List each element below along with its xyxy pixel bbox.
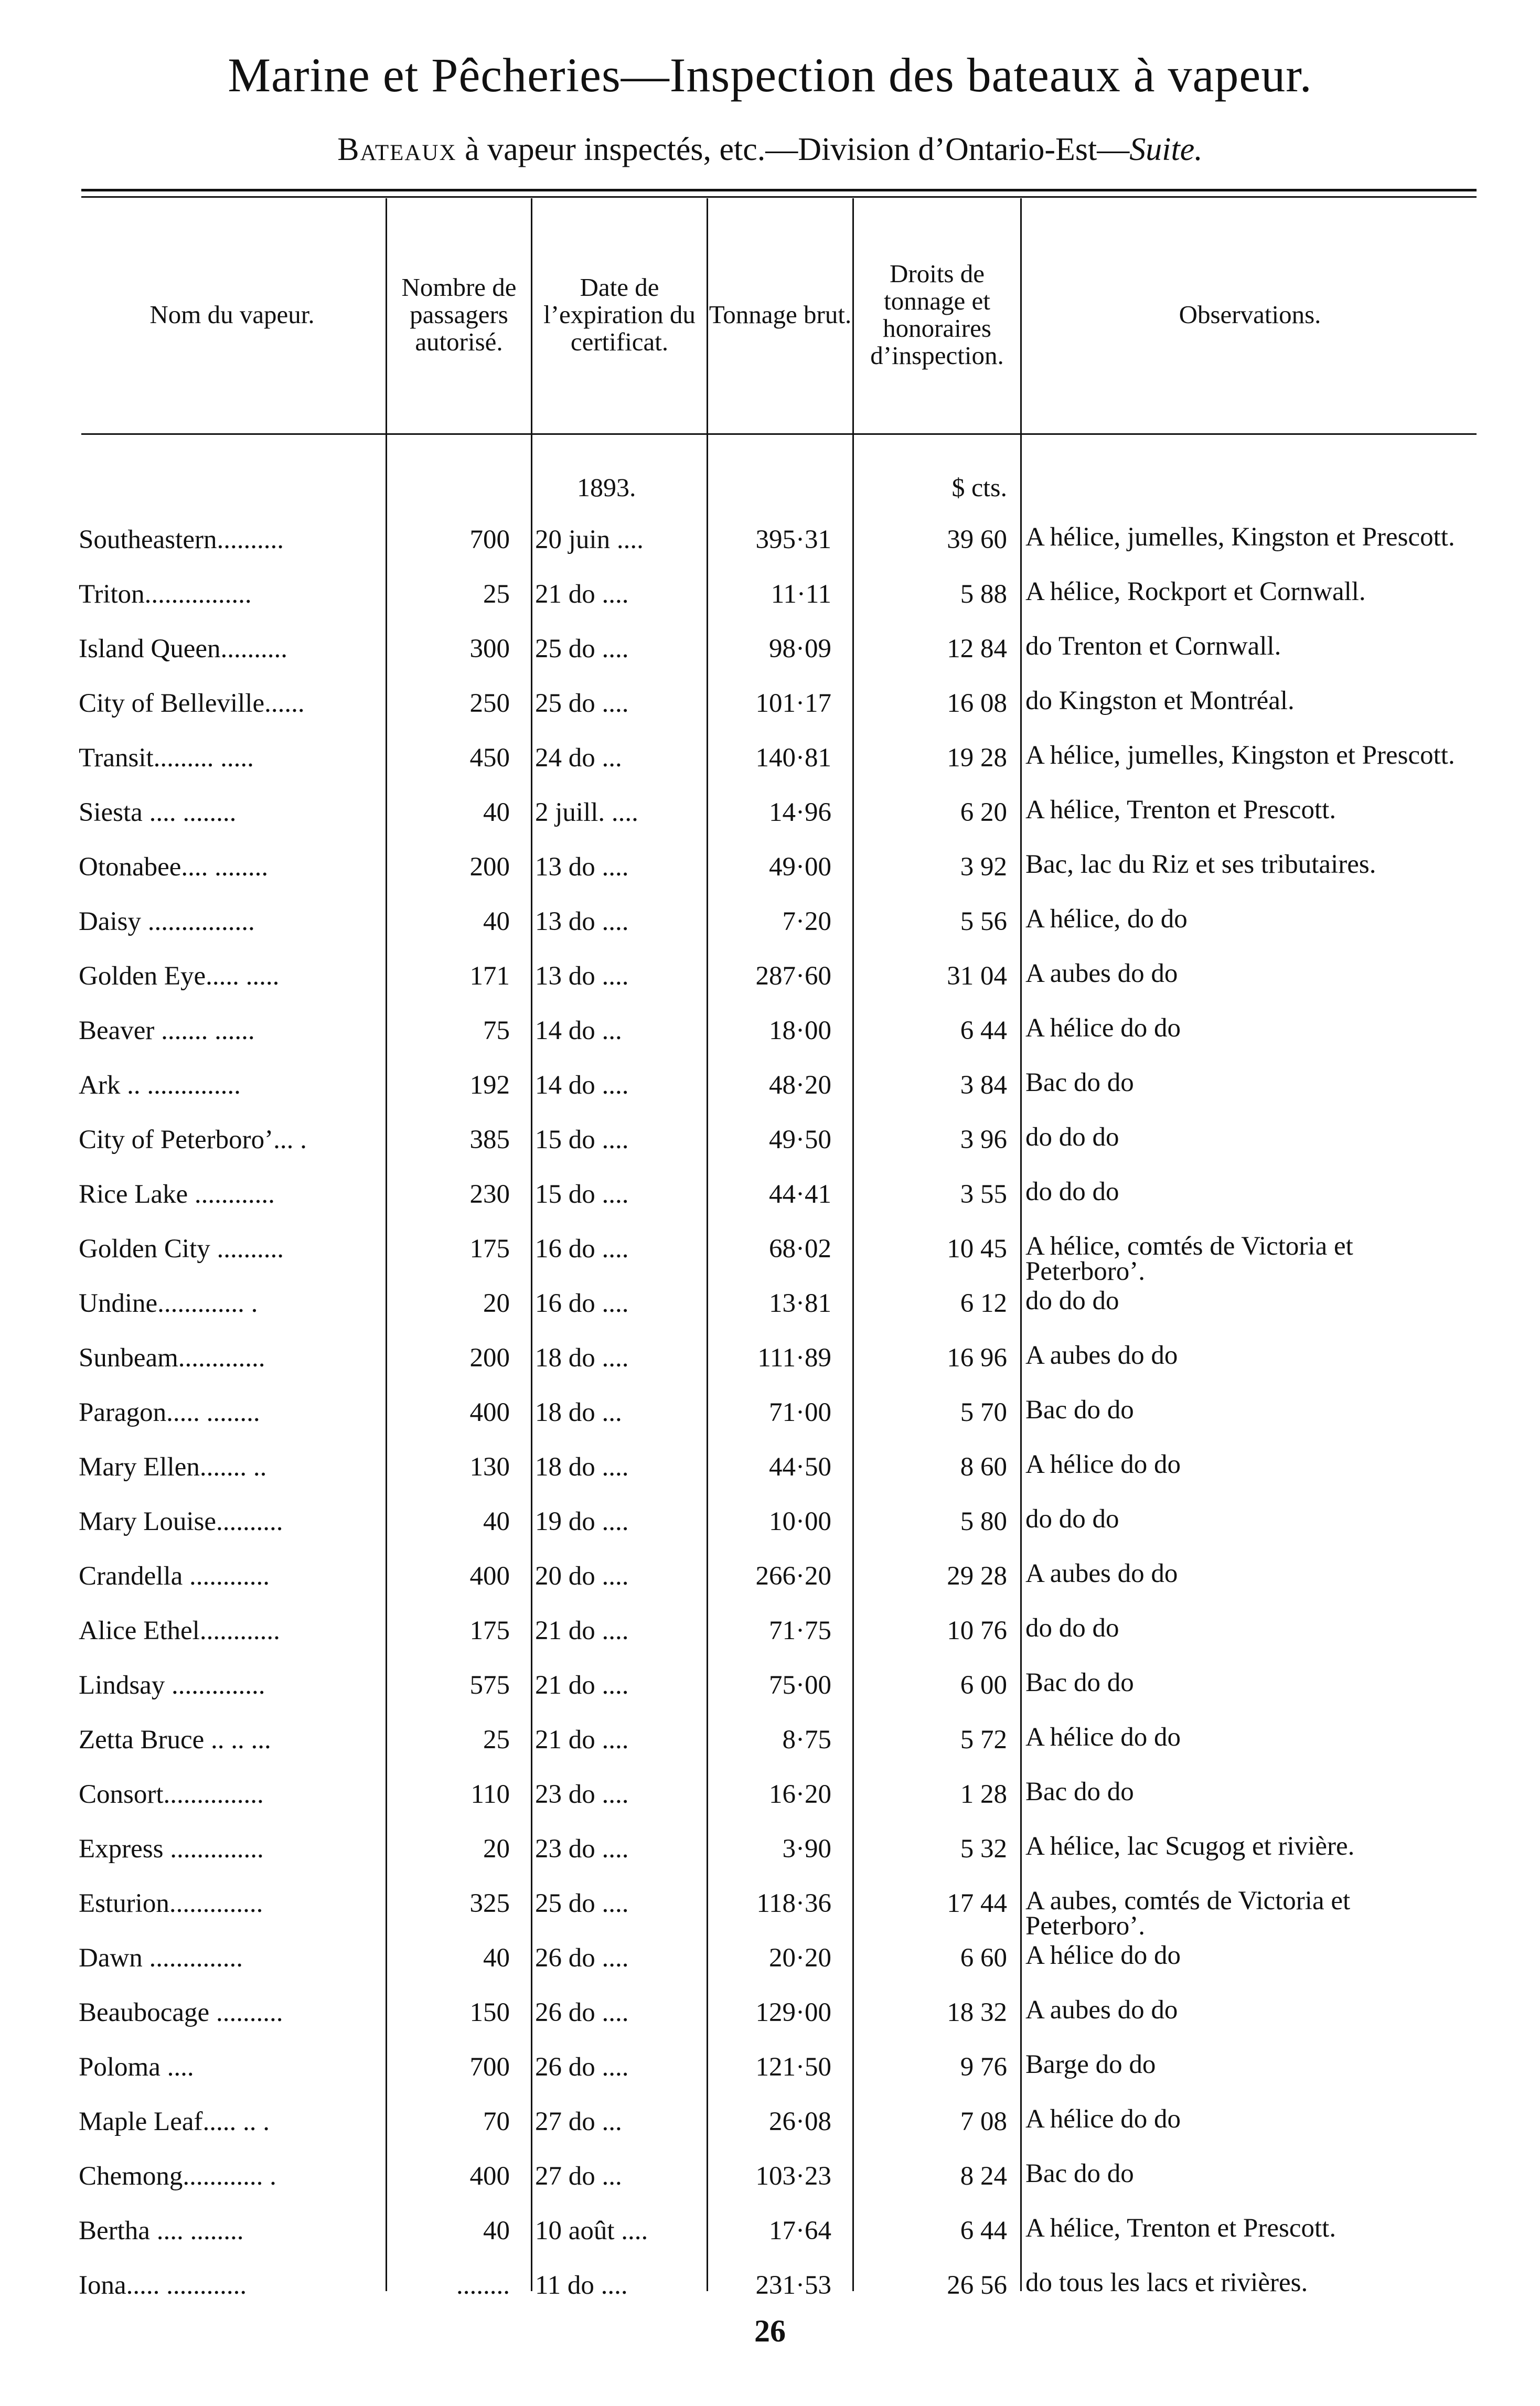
inspection-dues: 10 76 — [947, 1616, 1007, 1645]
inspection-dues: 9 76 — [960, 2052, 1007, 2082]
gross-tonnage: 44·41 — [769, 1180, 831, 1209]
vessel-name: Golden Eye..... ..... — [79, 961, 280, 991]
vessel-name: Lindsay .............. — [79, 1671, 265, 1700]
table-row — [0, 1234, 1540, 1288]
gross-tonnage: 26·08 — [769, 2107, 831, 2136]
header-date: Date de l’expiration du certificat. — [543, 273, 696, 356]
table-row — [0, 1834, 1540, 1888]
table-row — [0, 1125, 1540, 1179]
passenger-count: 171 — [469, 961, 510, 991]
inspection-dues: 3 96 — [960, 1125, 1007, 1154]
passenger-count: 25 — [483, 580, 510, 609]
vessel-name: Southeastern.......... — [79, 525, 284, 554]
table-row — [0, 961, 1540, 1015]
header-passengers: Nombre de passagers autorisé. — [401, 273, 517, 356]
certificate-expiry: 16 do .... — [535, 1234, 629, 1264]
inspection-dues: 7 08 — [960, 2107, 1007, 2136]
passenger-count: 175 — [469, 1616, 510, 1645]
subtitle-tail: Suite. — [1129, 132, 1203, 167]
passenger-count: 200 — [469, 852, 510, 882]
gross-tonnage: 16·20 — [769, 1780, 831, 1809]
header-dues: Droits de tonnage et honoraires d’inspection. — [870, 259, 1004, 370]
vessel-name: Esturion.............. — [79, 1889, 263, 1918]
inspection-dues: 19 28 — [947, 743, 1007, 773]
vessel-name: Crandella ............ — [79, 1562, 270, 1591]
passenger-count: 20 — [483, 1289, 510, 1318]
vessel-name: Sunbeam............. — [79, 1343, 265, 1373]
observations: A hélice, lac Scugog et rivière. — [1025, 1834, 1355, 1861]
table-row — [0, 743, 1540, 797]
table-row — [0, 2216, 1540, 2270]
passenger-count: 175 — [469, 1234, 510, 1264]
observations: do do do — [1025, 1125, 1119, 1152]
inspection-dues: 5 32 — [960, 1834, 1007, 1864]
table-row — [0, 2052, 1540, 2106]
subtitle-lead: Bateaux — [337, 132, 457, 167]
certificate-expiry: 14 do .... — [535, 1071, 629, 1100]
passenger-count: 325 — [469, 1889, 510, 1918]
certificate-expiry: 21 do .... — [535, 1725, 629, 1755]
certificate-expiry: 23 do .... — [535, 1780, 629, 1809]
vessel-name: Bertha .... ........ — [79, 2216, 244, 2245]
table-top-rule — [81, 189, 1477, 191]
certificate-expiry: 16 do .... — [535, 1289, 629, 1318]
certificate-expiry: 2 juill. .... — [535, 798, 638, 827]
passenger-count: 230 — [469, 1180, 510, 1209]
observations: Barge do do — [1025, 2052, 1156, 2079]
table-row — [0, 1015, 1540, 1070]
passenger-count: 75 — [483, 1016, 510, 1045]
gross-tonnage: 71·00 — [769, 1398, 831, 1427]
observations: A hélice, jumelles, Kingston et Prescott. — [1025, 525, 1455, 552]
table-row — [0, 906, 1540, 961]
passenger-count: 130 — [469, 1452, 510, 1482]
passenger-count: 450 — [469, 743, 510, 773]
page-number: 26 — [754, 2314, 786, 2348]
gross-tonnage: 48·20 — [769, 1071, 831, 1100]
passenger-count: 40 — [483, 1943, 510, 1973]
gross-tonnage: 101·17 — [755, 689, 831, 718]
observations: A hélice do do — [1025, 2106, 1181, 2134]
passenger-count: 575 — [469, 1671, 510, 1700]
subtitle-middle: à vapeur inspectés, etc.—Division d’Ontario-Est— — [456, 132, 1130, 167]
table-row — [0, 1943, 1540, 1997]
table-row — [0, 1616, 1540, 1670]
gross-tonnage: 129·00 — [755, 1998, 831, 2027]
certificate-expiry: 25 do .... — [535, 1889, 629, 1918]
inspection-dues: 6 44 — [960, 1016, 1007, 1045]
observations: A hélice do do — [1025, 1015, 1181, 1043]
gross-tonnage: 266·20 — [755, 1562, 831, 1591]
gross-tonnage: 111·89 — [757, 1343, 831, 1373]
certificate-expiry: 20 do .... — [535, 1562, 629, 1591]
observations: A hélice, Trenton et Prescott. — [1025, 2216, 1336, 2243]
passenger-count: 70 — [483, 2107, 510, 2136]
table-row — [0, 1343, 1540, 1397]
observations: do do do — [1025, 1179, 1119, 1206]
gross-tonnage: 140·81 — [755, 743, 831, 773]
inspection-dues: 16 08 — [947, 689, 1007, 718]
table-row — [0, 797, 1540, 852]
observations: A hélice do do — [1025, 1943, 1181, 1970]
certificate-expiry: 26 do .... — [535, 2052, 629, 2082]
table-top-rule-thin — [81, 196, 1477, 198]
table-row — [0, 1179, 1540, 1234]
inspection-dues: 17 44 — [947, 1889, 1007, 1918]
observations: A hélice do do — [1025, 1452, 1181, 1479]
inspection-dues: 1 28 — [960, 1780, 1007, 1809]
header-tonnage: Tonnage brut. — [709, 300, 852, 329]
observations: Bac do do — [1025, 2161, 1134, 2188]
certificate-expiry: 26 do .... — [535, 1998, 629, 2027]
inspection-dues: 3 92 — [960, 852, 1007, 882]
vessel-name: Siesta .... ........ — [79, 798, 237, 827]
vessel-name: Otonabee.... ........ — [79, 852, 269, 882]
passenger-count: 40 — [483, 1507, 510, 1536]
inspection-dues: 5 80 — [960, 1507, 1007, 1536]
certificate-expiry: 13 do .... — [535, 961, 629, 991]
vessel-name: Rice Lake ............ — [79, 1180, 275, 1209]
passenger-count: 40 — [483, 907, 510, 936]
inspection-dues: 5 56 — [960, 907, 1007, 936]
inspection-dues: 8 60 — [960, 1452, 1007, 1482]
passenger-count: 700 — [469, 2052, 510, 2082]
table-row — [0, 1452, 1540, 1506]
certificate-expiry: 15 do .... — [535, 1125, 629, 1154]
observations: A aubes do do — [1025, 1561, 1178, 1588]
vessel-name: Express .............. — [79, 1834, 264, 1864]
passenger-count: 192 — [469, 1071, 510, 1100]
observations: do do do — [1025, 1506, 1119, 1534]
gross-tonnage: 71·75 — [769, 1616, 831, 1645]
vessel-name: Chemong............ . — [79, 2162, 276, 2191]
header-observations: Observations. — [1179, 300, 1321, 329]
gross-tonnage: 287·60 — [755, 961, 831, 991]
header-bottom-rule — [81, 433, 1477, 435]
certificate-expiry: 26 do .... — [535, 1943, 629, 1973]
observations: A hélice, do do — [1025, 906, 1188, 934]
vessel-name: Island Queen.......... — [79, 634, 287, 664]
gross-tonnage: 8·75 — [782, 1725, 831, 1755]
table-row — [0, 1397, 1540, 1452]
passenger-count: 25 — [483, 1725, 510, 1755]
vessel-name: Consort............... — [79, 1780, 264, 1809]
passenger-count: 250 — [469, 689, 510, 718]
vessel-name: Golden City .......... — [79, 1234, 284, 1264]
inspection-dues: 8 24 — [960, 2162, 1007, 2191]
inspection-dues: 6 44 — [960, 2216, 1007, 2245]
inspection-dues: 16 96 — [947, 1343, 1007, 1373]
table-row — [0, 1561, 1540, 1616]
observations: do do do — [1025, 1616, 1119, 1643]
certificate-expiry: 19 do .... — [535, 1507, 629, 1536]
observations: A aubes do do — [1025, 961, 1178, 988]
inspection-dues: 5 70 — [960, 1398, 1007, 1427]
vessel-name: Triton................ — [79, 580, 252, 609]
gross-tonnage: 13·81 — [769, 1289, 831, 1318]
observations: Bac do do — [1025, 1670, 1134, 1697]
gross-tonnage: 18·00 — [769, 1016, 831, 1045]
passenger-count: 200 — [469, 1343, 510, 1373]
vessel-name: Mary Ellen....... .. — [79, 1452, 267, 1482]
table-row — [0, 1888, 1540, 1943]
gross-tonnage: 68·02 — [769, 1234, 831, 1264]
table-row — [0, 1670, 1540, 1725]
table-row — [0, 2161, 1540, 2216]
observations: Bac do do — [1025, 1070, 1134, 1097]
vessel-name: Dawn .............. — [79, 1943, 243, 1973]
certificate-expiry: 25 do .... — [535, 634, 629, 664]
vessel-name: Daisy ................ — [79, 907, 255, 936]
unit-year: 1893. — [577, 473, 636, 502]
observations: A hélice, jumelles, Kingston et Prescott. — [1025, 743, 1455, 770]
passenger-count: 300 — [469, 634, 510, 664]
gross-tonnage: 121·50 — [755, 2052, 831, 2082]
gross-tonnage: 20·20 — [769, 1943, 831, 1973]
certificate-expiry: 24 do ... — [535, 743, 622, 773]
inspection-dues: 39 60 — [947, 525, 1007, 554]
gross-tonnage: 10·00 — [769, 1507, 831, 1536]
vessel-name: Alice Ethel............ — [79, 1616, 280, 1645]
table-row — [0, 1070, 1540, 1125]
gross-tonnage: 3·90 — [782, 1834, 831, 1864]
passenger-count: 385 — [469, 1125, 510, 1154]
inspection-dues: 3 84 — [960, 1071, 1007, 1100]
certificate-expiry: 11 do .... — [535, 2271, 628, 2300]
table-row — [0, 525, 1540, 579]
observations: A aubes do do — [1025, 1343, 1178, 1370]
gross-tonnage: 103·23 — [755, 2162, 831, 2191]
table-row — [0, 579, 1540, 634]
certificate-expiry: 21 do .... — [535, 580, 629, 609]
vessel-name: Iona..... ............ — [79, 2271, 247, 2300]
vessel-name: Paragon..... ........ — [79, 1398, 260, 1427]
certificate-expiry: 23 do .... — [535, 1834, 629, 1864]
table-row — [0, 688, 1540, 743]
passenger-count: 700 — [469, 525, 510, 554]
vessel-name: City of Peterboro’... . — [79, 1125, 307, 1154]
page-title: Marine et Pêcheries—Inspection des bateaux à vapeur. — [228, 48, 1312, 102]
vessel-name: Maple Leaf..... .. . — [79, 2107, 270, 2136]
observations: Bac do do — [1025, 1397, 1134, 1425]
inspection-dues: 5 88 — [960, 580, 1007, 609]
gross-tonnage: 11·11 — [771, 580, 831, 609]
inspection-dues: 6 60 — [960, 1943, 1007, 1973]
observations: A aubes do do — [1025, 1997, 1178, 2025]
gross-tonnage: 44·50 — [769, 1452, 831, 1482]
gross-tonnage: 17·64 — [769, 2216, 831, 2245]
observations: do Kingston et Montréal. — [1025, 688, 1295, 715]
table-row — [0, 1506, 1540, 1561]
vessel-name: Poloma .... — [79, 2052, 194, 2082]
certificate-expiry: 18 do .... — [535, 1343, 629, 1373]
table-row — [0, 1288, 1540, 1343]
page-subtitle — [0, 131, 1540, 168]
certificate-expiry: 27 do ... — [535, 2107, 622, 2136]
passenger-count: 20 — [483, 1834, 510, 1864]
observations: Bac do do — [1025, 1779, 1134, 1806]
passenger-count: 150 — [469, 1998, 510, 2027]
vessel-name: City of Belleville...... — [79, 689, 305, 718]
inspection-dues: 5 72 — [960, 1725, 1007, 1755]
inspection-dues: 6 20 — [960, 798, 1007, 827]
passenger-count: 40 — [483, 2216, 510, 2245]
certificate-expiry: 15 do .... — [535, 1180, 629, 1209]
observations: A hélice do do — [1025, 1725, 1181, 1752]
vessel-name: Beaubocage .......... — [79, 1998, 283, 2027]
observations: A aubes, comtés de Victoria et Peterboro’. — [1025, 1888, 1351, 1941]
passenger-count: 400 — [469, 1562, 510, 1591]
observations: A hélice, Rockport et Cornwall. — [1025, 579, 1366, 606]
gross-tonnage: 7·20 — [782, 907, 831, 936]
gross-tonnage: 118·36 — [756, 1889, 831, 1918]
passenger-count: ........ — [456, 2271, 510, 2300]
vessel-name: Undine............. . — [79, 1289, 258, 1318]
certificate-expiry: 13 do .... — [535, 852, 629, 882]
vessel-name: Transit......... ..... — [79, 743, 254, 773]
table-row — [0, 1725, 1540, 1779]
inspection-dues: 3 55 — [960, 1180, 1007, 1209]
observations: A hélice, comtés de Victoria et Peterboro’. — [1025, 1234, 1353, 1286]
observations: do do do — [1025, 1288, 1119, 1316]
table-row — [0, 2106, 1540, 2161]
inspection-dues: 29 28 — [947, 1562, 1007, 1591]
certificate-expiry: 20 juin .... — [535, 525, 644, 554]
certificate-expiry: 25 do .... — [535, 689, 629, 718]
gross-tonnage: 49·50 — [769, 1125, 831, 1154]
gross-tonnage: 231·53 — [755, 2271, 831, 2300]
inspection-dues: 6 12 — [960, 1289, 1007, 1318]
observations: Bac, lac du Riz et ses tributaires. — [1025, 852, 1376, 879]
table-row — [0, 852, 1540, 906]
observations: do Trenton et Cornwall. — [1025, 634, 1281, 661]
gross-tonnage: 14·96 — [769, 798, 831, 827]
inspection-dues: 26 56 — [947, 2271, 1007, 2300]
gross-tonnage: 49·00 — [769, 852, 831, 882]
certificate-expiry: 21 do .... — [535, 1671, 629, 1700]
table-row — [0, 634, 1540, 688]
certificate-expiry: 21 do .... — [535, 1616, 629, 1645]
certificate-expiry: 10 août .... — [535, 2216, 648, 2245]
inspection-dues: 31 04 — [947, 961, 1007, 991]
gross-tonnage: 75·00 — [769, 1671, 831, 1700]
observations: do tous les lacs et rivières. — [1025, 2270, 1308, 2297]
passenger-count: 110 — [470, 1780, 510, 1809]
passenger-count: 40 — [483, 798, 510, 827]
vessel-name: Beaver ....... ...... — [79, 1016, 255, 1045]
vessel-name: Ark .. .............. — [79, 1071, 241, 1100]
unit-currency: $ cts. — [951, 473, 1007, 502]
observations: A hélice, Trenton et Prescott. — [1025, 797, 1336, 825]
passenger-count: 400 — [469, 2162, 510, 2191]
certificate-expiry: 14 do ... — [535, 1016, 622, 1045]
table-row — [0, 1997, 1540, 2052]
inspection-dues: 6 00 — [960, 1671, 1007, 1700]
certificate-expiry: 18 do ... — [535, 1398, 622, 1427]
certificate-expiry: 13 do .... — [535, 907, 629, 936]
inspection-dues: 18 32 — [947, 1998, 1007, 2027]
passenger-count: 400 — [469, 1398, 510, 1427]
inspection-dues: 10 45 — [947, 1234, 1007, 1264]
vessel-name: Zetta Bruce .. .. ... — [79, 1725, 271, 1755]
gross-tonnage: 395·31 — [755, 525, 831, 554]
header-name: Nom du vapeur. — [149, 300, 315, 329]
certificate-expiry: 27 do ... — [535, 2162, 622, 2191]
certificate-expiry: 18 do .... — [535, 1452, 629, 1482]
table-row — [0, 1779, 1540, 1834]
vessel-name: Mary Louise.......... — [79, 1507, 283, 1536]
inspection-dues: 12 84 — [947, 634, 1007, 664]
gross-tonnage: 98·09 — [769, 634, 831, 664]
